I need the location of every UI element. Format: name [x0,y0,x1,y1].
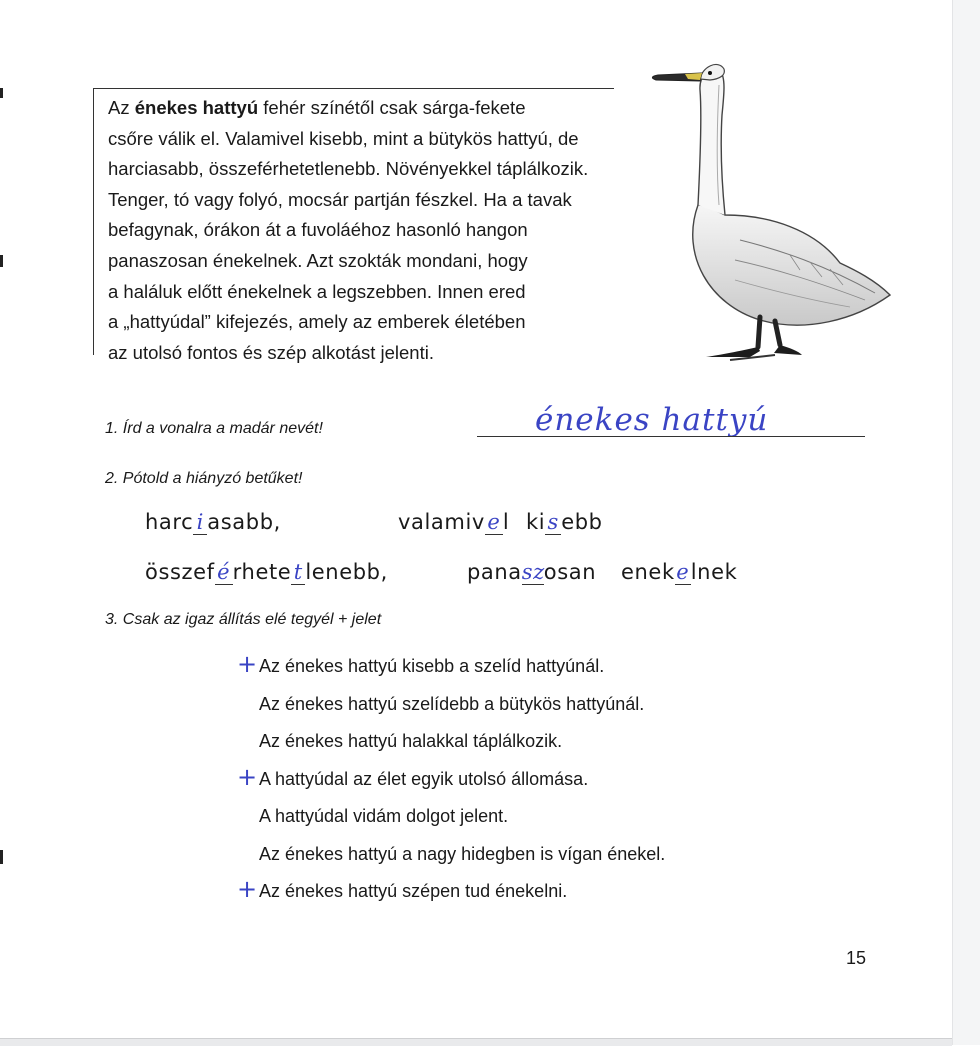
task-2-label: 2. Pótold a hiányzó betűket! [105,470,303,487]
letter-blank[interactable]: t [291,560,305,585]
fill-word: összef é rhete t lenebb, [145,560,388,584]
info-line: Tenger, tó vagy folyó, mocsár partján fészkel. Ha a tavak [108,188,572,210]
binding-mark [0,88,3,98]
info-line: a haláluk előtt énekelnek a legszebben. Innen ered [108,280,526,302]
info-text [108,93,668,368]
letter-blank[interactable]: s [545,510,561,535]
handwritten-answer: énekes hattyú [535,402,769,438]
plus-mark: + [237,875,258,903]
info-line: Az énekes hattyú fehér színétől csak sárga-fekete [108,97,526,118]
statement-item[interactable]: Az énekes hattyú szelídebb a bütykös hattyúnál. [259,693,645,714]
info-line: befagynak, órákon át a fuvoláéhoz hasonló hangon [108,219,528,241]
info-line: csőre válik el. Valamivel kisebb, mint a bütykös hattyú, de [108,127,579,149]
info-line: harciasabb, összeférhetetlenebb. Növényekkel táplálkozik. [108,158,589,180]
letter-blank[interactable]: e [676,560,690,584]
statement-item[interactable]: Az énekes hattyú halakkal táplálkozik. [259,731,563,751]
statement-item[interactable]: A hattyúdal vidám dolgot jelent. [259,806,509,826]
answer-line[interactable] [477,436,865,437]
info-line: a „hattyúdal” kifejezés, amely az emberek életében [108,311,526,333]
statement-item[interactable]: + Az énekes hattyú szépen tud énekelni. [259,873,665,911]
fill-word: ki s ebb [526,510,603,534]
letter-blank[interactable]: é [215,560,233,585]
letter-blank[interactable]: sz [521,560,545,584]
info-line: panaszosan énekelnek. Azt szokták mondani, hogy [108,249,528,271]
plus-mark: + [237,762,258,791]
statement-list [237,648,666,911]
fill-word: enekelnek [621,560,738,584]
fill-word: panaszosan [467,560,597,584]
fill-word: valamiv e l [398,510,510,534]
info-line: az utolsó fontos és szép alkotást jelenti. [108,341,434,363]
statement-item[interactable]: + Az énekes hattyú kisebb a szelíd hattyúnál. [259,648,665,686]
binding-mark [0,850,3,864]
task-3-label: 3. Csak az igaz állítás elé tegyél + jelet [105,611,382,628]
binding-mark [0,255,3,267]
plus-mark: + [237,650,258,678]
page-number: 15 [846,948,867,968]
page-edge-right [952,0,980,1045]
fill-word: harc i asabb, [145,510,281,534]
statement-item[interactable]: Az énekes hattyú a nagy hidegben is vígan énekel. [259,843,666,864]
task-1-label: 1. Írd a vonalra a madár nevét! [105,420,323,437]
letter-blank[interactable]: i [193,510,207,535]
statement-item[interactable]: + A hattyúdal az élet egyik utolsó állomása. [259,761,665,799]
letter-blank[interactable]: e [485,510,503,535]
swan-illustration [640,55,900,375]
